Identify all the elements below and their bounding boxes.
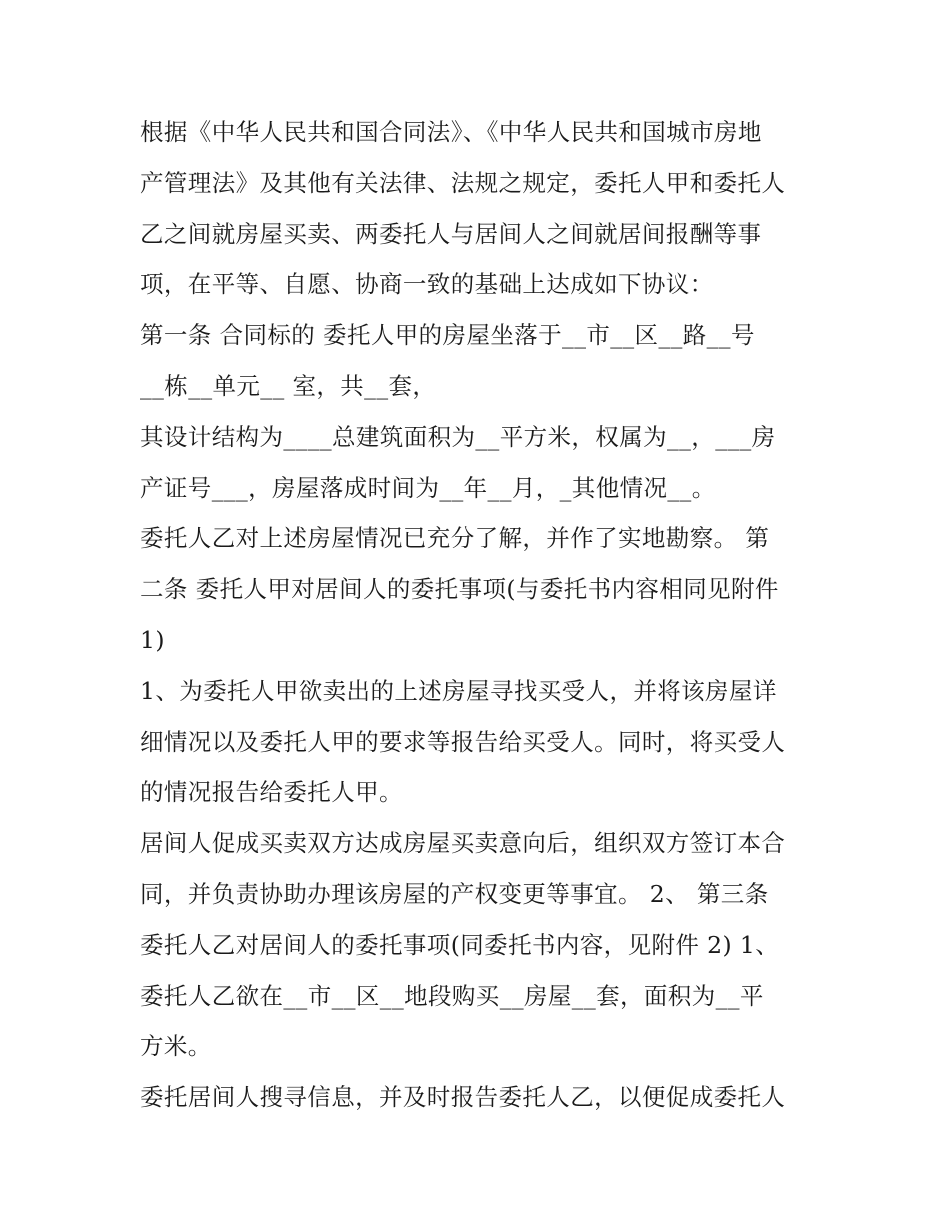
text-line-6: __栋__单元__ 室，共__套， xyxy=(140,371,437,400)
text-line-8: 产证号___，房屋落成时间为__年__月，_其他情况__。 xyxy=(140,473,716,502)
contract-body-text xyxy=(140,107,830,1123)
text-line-19: 方米。 xyxy=(140,1032,212,1061)
text-line-3: 乙之间就房屋买卖、两委托人与居间人之间就居间报酬等事 xyxy=(140,219,762,248)
text-line-2: 产管理法》及其他有关法律、法规之规定，委托人甲和委托人 xyxy=(140,168,786,197)
text-line-17: 委托人乙对居间人的委托事项(同委托书内容，见附件 2) 1、 xyxy=(140,930,780,959)
text-line-10: 二条 委托人甲对居间人的委托事项(与委托书内容相同见附件 xyxy=(140,575,779,604)
text-line-18: 委托人乙欲在__市__区__地段购买__房屋__套，面积为__平 xyxy=(140,981,764,1010)
text-line-16: 同，并负责协助办理该房屋的产权变更等事宜。 2、 第三条 xyxy=(140,879,769,908)
text-line-14: 的情况报告给委托人甲。 xyxy=(140,778,403,807)
text-line-7: 其设计结构为____总建筑面积为__平方米，权属为__，___房 xyxy=(140,422,776,451)
text-line-11: 1) xyxy=(140,625,165,654)
text-line-9: 委托人乙对上述房屋情况已充分了解，并作了实地勘察。 第 xyxy=(140,524,770,553)
text-line-1: 根据《中华人民共和国合同法》、《中华人民共和国城市房地 xyxy=(140,118,762,146)
text-line-13: 细情况以及委托人甲的要求等报告给买受人。同时，将买受人 xyxy=(140,727,786,756)
text-line-5: 第一条 合同标的 委托人甲的房屋坐落于__市__区__路__号 xyxy=(140,321,755,350)
text-line-15: 居间人促成买卖双方达成房屋买卖意向后，组织双方签订本合 xyxy=(140,829,786,858)
text-line-12: 1、为委托人甲欲卖出的上述房屋寻找买受人，并将该房屋详 xyxy=(140,676,777,705)
text-line-20: 委托居间人搜寻信息，并及时报告委托人乙，以便促成委托人 xyxy=(140,1083,786,1112)
text-line-4: 项，在平等、自愿、协商一致的基础上达成如下协议： xyxy=(140,270,714,299)
